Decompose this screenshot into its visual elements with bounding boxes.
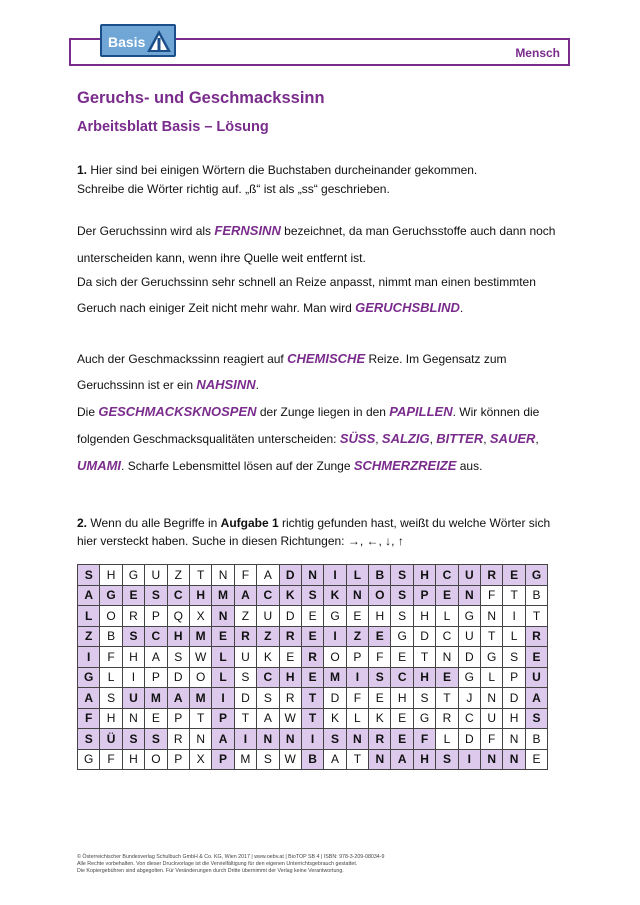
grid-cell: D [413, 626, 435, 647]
grid-cell: R [525, 626, 547, 647]
grid-cell: E [145, 708, 167, 729]
grid-cell: F [78, 708, 100, 729]
answer-umami: UMAMI [77, 458, 122, 473]
separator: , [375, 432, 382, 446]
grid-cell: N [279, 729, 301, 750]
grid-cell: N [257, 729, 279, 750]
grid-cell: G [481, 647, 503, 668]
grid-cell: S [369, 667, 391, 688]
grid-cell: F [413, 729, 435, 750]
grid-row [78, 565, 548, 586]
grid-cell: R [279, 626, 301, 647]
grid-cell: E [436, 585, 458, 606]
task2-intro-line1 [77, 516, 550, 530]
grid-cell: N [122, 708, 144, 729]
grid-cell: Z [234, 606, 256, 627]
grid-cell: H [369, 606, 391, 627]
task2-number: 2. [77, 516, 88, 530]
answer-chemische: CHEMISCHE [287, 351, 366, 366]
grid-cell: S [391, 606, 413, 627]
grid-cell: H [279, 667, 301, 688]
grid-cell: S [145, 585, 167, 606]
grid-cell: L [212, 667, 234, 688]
grid-cell: C [458, 708, 480, 729]
grid-cell: Z [346, 626, 368, 647]
grid-cell: N [503, 749, 525, 770]
grid-cell: A [167, 688, 189, 709]
grid-cell: L [212, 647, 234, 668]
text-segment: Wenn du alle Begriffe in [90, 516, 221, 530]
grid-cell: F [369, 647, 391, 668]
text-segment: bezeichnet, da man Geruchsstoffe auch dann noch [280, 224, 556, 238]
grid-cell: S [257, 749, 279, 770]
grid-cell: A [234, 585, 256, 606]
grid-cell: L [346, 565, 368, 586]
grid-cell: S [391, 565, 413, 586]
grid-cell: U [234, 647, 256, 668]
grid-cell: U [525, 667, 547, 688]
grid-cell: L [100, 667, 122, 688]
text-segment: aus. [456, 459, 483, 473]
grid-cell: J [458, 688, 480, 709]
grid-cell: U [257, 606, 279, 627]
grid-cell: H [100, 565, 122, 586]
grid-cell: F [481, 585, 503, 606]
grid-cell: T [189, 708, 211, 729]
grid-cell: D [458, 729, 480, 750]
text-segment: folgenden Geschmacksqualitäten unterscheiden: [77, 432, 340, 446]
task2-intro-line2: hier versteckt haben. Suche in diesen Richtungen: →, ←, ↓, ↑ [77, 534, 404, 548]
grid-cell: S [100, 688, 122, 709]
grid-cell: M [234, 749, 256, 770]
text-segment: der Zunge liegen in den [256, 405, 390, 419]
grid-row [78, 749, 548, 770]
grid-cell: M [145, 688, 167, 709]
grid-cell: R [167, 729, 189, 750]
grid-cell: C [167, 585, 189, 606]
grid-cell: H [122, 647, 144, 668]
answer-nahsinn: NAHSINN [196, 377, 256, 392]
grid-cell: S [324, 729, 346, 750]
footer-copyright: © Österreichischer Bundesverlag Schulbuch GmbH & Co. KG, Wien 2017 | www.oebv.at | BioTOP SB 4 | ISBN: 978-3-209-08034-9 [77, 854, 385, 860]
grid-cell: B [301, 749, 323, 770]
grid-cell: K [279, 585, 301, 606]
answer-schmerzreize: SCHMERZREIZE [353, 458, 457, 473]
grid-cell: Ü [100, 729, 122, 750]
grid-cell: U [458, 565, 480, 586]
grid-cell: K [324, 585, 346, 606]
grid-cell: D [324, 688, 346, 709]
subject-label: Mensch [515, 46, 560, 60]
grid-cell: I [458, 749, 480, 770]
grid-cell: A [78, 585, 100, 606]
grid-cell: G [391, 626, 413, 647]
grid-cell: A [257, 565, 279, 586]
text-line-knospen [77, 405, 539, 419]
grid-cell: H [391, 688, 413, 709]
grid-cell: F [100, 749, 122, 770]
grid-cell: E [391, 647, 413, 668]
grid-cell: D [234, 688, 256, 709]
text-segment: . [255, 378, 259, 392]
grid-cell: H [167, 626, 189, 647]
grid-cell: M [324, 667, 346, 688]
grid-row [78, 688, 548, 709]
grid-cell: M [189, 626, 211, 647]
grid-cell: T [436, 688, 458, 709]
grid-cell: G [78, 667, 100, 688]
grid-cell: H [100, 708, 122, 729]
grid-cell: E [122, 585, 144, 606]
grid-cell: D [279, 565, 301, 586]
text-line-nahsinn [77, 378, 259, 392]
text-line-geruchsblind [77, 301, 463, 315]
grid-cell: N [301, 565, 323, 586]
grid-cell: R [436, 708, 458, 729]
grid-cell: P [145, 667, 167, 688]
grid-cell: E [525, 749, 547, 770]
task-reference: Aufgabe 1 [220, 516, 279, 530]
grid-cell: R [301, 647, 323, 668]
text-segment: Geruchssinn ist er ein [77, 378, 197, 392]
grid-cell: F [100, 647, 122, 668]
grid-row [78, 667, 548, 688]
text-segment: . Scharfe Lebensmittel lösen auf der Zunge [121, 459, 354, 473]
text-segment: Die [77, 405, 99, 419]
grid-cell: T [234, 708, 256, 729]
task1-intro-line1 [77, 163, 477, 177]
grid-cell: S [145, 729, 167, 750]
grid-cell: T [525, 606, 547, 627]
grid-cell: M [212, 585, 234, 606]
grid-cell: W [189, 647, 211, 668]
text-segment: Reize. Im Gegensatz zum [365, 352, 507, 366]
grid-cell: U [122, 688, 144, 709]
text-line-fernsinn [77, 224, 555, 238]
grid-cell: R [369, 729, 391, 750]
grid-cell: G [78, 749, 100, 770]
grid-cell: T [301, 708, 323, 729]
grid-cell: D [458, 647, 480, 668]
grid-cell: B [369, 565, 391, 586]
grid-cell: B [525, 585, 547, 606]
grid-cell: E [301, 626, 323, 647]
grid-cell: R [234, 626, 256, 647]
grid-cell: F [346, 688, 368, 709]
grid-cell: C [145, 626, 167, 647]
grid-cell: K [369, 708, 391, 729]
grid-cell: T [346, 749, 368, 770]
grid-cell: Z [167, 565, 189, 586]
grid-cell: C [436, 626, 458, 647]
separator: , [483, 432, 490, 446]
grid-cell: C [436, 565, 458, 586]
grid-cell: E [369, 626, 391, 647]
answer-papillen: PAPILLEN [389, 404, 453, 419]
text-segment: Geruch nach einiger Zeit nicht mehr wahr. Man wird [77, 301, 356, 315]
grid-cell: Z [257, 626, 279, 647]
text-segment: . Wir können die [452, 405, 540, 419]
text-segment: . [459, 301, 464, 315]
grid-cell: O [145, 749, 167, 770]
grid-cell: G [100, 585, 122, 606]
footer-disclaimer: Die Kopiergebühren sind abgegolten. Für Veränderungen durch Dritte übernimmt der Verlag keine Verantwortung. [77, 868, 344, 874]
grid-cell: E [279, 647, 301, 668]
grid-cell: E [301, 667, 323, 688]
grid-row [78, 647, 548, 668]
separator: , [429, 432, 437, 446]
grid-cell: T [301, 688, 323, 709]
grid-row [78, 626, 548, 647]
grid-cell: L [503, 626, 525, 647]
text-line-umami [77, 459, 482, 473]
grid-cell: W [279, 749, 301, 770]
grid-cell: K [324, 708, 346, 729]
grid-cell: P [145, 606, 167, 627]
grid-cell: N [481, 749, 503, 770]
answer-geruchsblind: GERUCHSBLIND [355, 300, 460, 315]
answer-geschmacksknospen: GESCHMACKSKNOSPEN [98, 404, 257, 419]
grid-cell: I [324, 565, 346, 586]
grid-cell: T [413, 647, 435, 668]
page-title: Geruchs- und Geschmackssinn [77, 89, 325, 107]
grid-cell: N [503, 729, 525, 750]
page-subtitle: Arbeitsblatt Basis – Lösung [77, 119, 269, 135]
grid-cell: A [324, 749, 346, 770]
grid-cell: S [525, 708, 547, 729]
grid-cell: S [301, 585, 323, 606]
grid-cell: L [346, 708, 368, 729]
grid-cell: A [78, 688, 100, 709]
grid-cell: T [189, 565, 211, 586]
grid-cell: A [525, 688, 547, 709]
grid-cell: O [324, 647, 346, 668]
grid-cell: N [436, 647, 458, 668]
grid-cell: F [234, 565, 256, 586]
grid-cell: L [481, 667, 503, 688]
grid-row [78, 708, 548, 729]
grid-cell: H [413, 565, 435, 586]
answer-bitter: BITTER [436, 431, 484, 446]
grid-cell: S [391, 585, 413, 606]
grid-cell: N [212, 606, 234, 627]
grid-cell: H [503, 708, 525, 729]
grid-cell: D [503, 688, 525, 709]
grid-cell: Z [78, 626, 100, 647]
grid-cell: P [212, 708, 234, 729]
grid-row [78, 729, 548, 750]
grid-cell: G [413, 708, 435, 729]
grid-cell: I [234, 729, 256, 750]
grid-cell: S [234, 667, 256, 688]
grid-cell: H [413, 667, 435, 688]
grid-cell: I [122, 667, 144, 688]
grid-row [78, 585, 548, 606]
text-segment: Auch der Geschmackssinn reagiert auf [77, 352, 288, 366]
grid-cell: A [212, 729, 234, 750]
grid-cell: E [503, 565, 525, 586]
grid-cell: S [78, 565, 100, 586]
logo-text: Basis [108, 34, 146, 50]
grid-cell: S [122, 729, 144, 750]
grid-cell: K [257, 647, 279, 668]
grid-cell: R [279, 688, 301, 709]
grid-cell: U [458, 626, 480, 647]
grid-cell: E [525, 647, 547, 668]
grid-cell: A [145, 647, 167, 668]
grid-cell: O [369, 585, 391, 606]
grid-cell: X [189, 749, 211, 770]
answer-salzig: SALZIG [381, 431, 430, 446]
grid-cell: P [413, 585, 435, 606]
text-line: Da sich der Geruchssinn sehr schnell an Reize anpasst, nimmt man einen bestimmten [77, 275, 536, 289]
grid-cell: I [503, 606, 525, 627]
task1-number: 1. [77, 163, 88, 177]
grid-cell: U [145, 565, 167, 586]
grid-cell: S [167, 647, 189, 668]
triangle-icon [146, 29, 172, 53]
grid-cell: L [436, 729, 458, 750]
grid-cell: S [503, 647, 525, 668]
text-line: unterscheiden kann, wenn ihre Quelle weit entfernt ist. [77, 251, 366, 265]
grid-cell: N [346, 729, 368, 750]
grid-cell: D [279, 606, 301, 627]
grid-cell: E [212, 626, 234, 647]
grid-cell: I [301, 729, 323, 750]
grid-cell: P [503, 667, 525, 688]
grid-cell: I [78, 647, 100, 668]
grid-cell: L [436, 606, 458, 627]
grid-cell: P [346, 647, 368, 668]
grid-cell: S [436, 749, 458, 770]
grid-cell: N [481, 688, 503, 709]
grid-cell: G [458, 606, 480, 627]
grid-cell: A [257, 708, 279, 729]
grid-cell: I [212, 688, 234, 709]
task1-intro-line2: Schreibe die Wörter richtig auf. „ß“ ist als „ss“ geschrieben. [77, 182, 390, 196]
grid-cell: U [481, 708, 503, 729]
separator: , [535, 432, 539, 446]
grid-cell: I [346, 667, 368, 688]
text-segment: Der Geruchssinn wird als [77, 224, 215, 238]
grid-cell: Q [167, 606, 189, 627]
grid-cell: A [391, 749, 413, 770]
grid-cell: G [324, 606, 346, 627]
grid-cell: H [122, 749, 144, 770]
grid-cell: S [122, 626, 144, 647]
grid-cell: C [257, 585, 279, 606]
grid-cell: T [481, 626, 503, 647]
grid-cell: I [324, 626, 346, 647]
text-line-qualitaeten [77, 432, 539, 446]
grid-cell: G [122, 565, 144, 586]
grid-cell: E [391, 708, 413, 729]
logo-badge [100, 24, 176, 57]
answer-suess: SÜSS [339, 431, 376, 446]
grid-cell: L [78, 606, 100, 627]
grid-cell: F [481, 729, 503, 750]
grid-cell: O [189, 667, 211, 688]
grid-cell: C [257, 667, 279, 688]
grid-cell: C [391, 667, 413, 688]
grid-cell: B [525, 729, 547, 750]
basis-logo [100, 24, 176, 57]
grid-cell: P [167, 749, 189, 770]
grid-cell: R [122, 606, 144, 627]
text-line-chemische [77, 352, 507, 366]
grid-cell: N [458, 585, 480, 606]
grid-cell: N [346, 585, 368, 606]
footer [77, 854, 384, 875]
grid-cell: P [212, 749, 234, 770]
grid-cell: N [481, 606, 503, 627]
grid-cell: S [413, 688, 435, 709]
grid-cell: N [189, 729, 211, 750]
grid-cell: E [436, 667, 458, 688]
grid-cell: E [346, 606, 368, 627]
grid-cell: M [189, 688, 211, 709]
task1-instruction: Hier sind bei einigen Wörtern die Buchstaben durcheinander gekommen. [90, 163, 478, 177]
grid-cell: E [391, 729, 413, 750]
grid-cell: O [100, 606, 122, 627]
answer-fernsinn: FERNSINN [214, 223, 281, 238]
grid-cell: N [212, 565, 234, 586]
grid-cell: H [413, 606, 435, 627]
grid-cell: H [413, 749, 435, 770]
grid-cell: B [100, 626, 122, 647]
grid-cell: D [167, 667, 189, 688]
grid-cell: E [369, 688, 391, 709]
grid-cell: G [458, 667, 480, 688]
grid-cell: R [481, 565, 503, 586]
grid-cell: W [279, 708, 301, 729]
grid-cell: G [525, 565, 547, 586]
word-search-grid [77, 564, 548, 770]
grid-cell: H [189, 585, 211, 606]
grid-cell: T [503, 585, 525, 606]
grid-row [78, 606, 548, 627]
grid-cell: S [78, 729, 100, 750]
footer-rights: Alle Rechte vorbehalten. Von dieser Druckvorlage ist die Vervielfältigung für den eigenen Unterrichtsgebrauch gestattet. [77, 861, 358, 867]
grid-cell: X [189, 606, 211, 627]
grid-cell: P [167, 708, 189, 729]
text-segment: richtig gefunden hast, weißt du welche Wörter sich [278, 516, 551, 530]
answer-sauer: SAUER [489, 431, 536, 446]
grid-cell: S [257, 688, 279, 709]
grid-cell: N [369, 749, 391, 770]
grid-cell: E [301, 606, 323, 627]
